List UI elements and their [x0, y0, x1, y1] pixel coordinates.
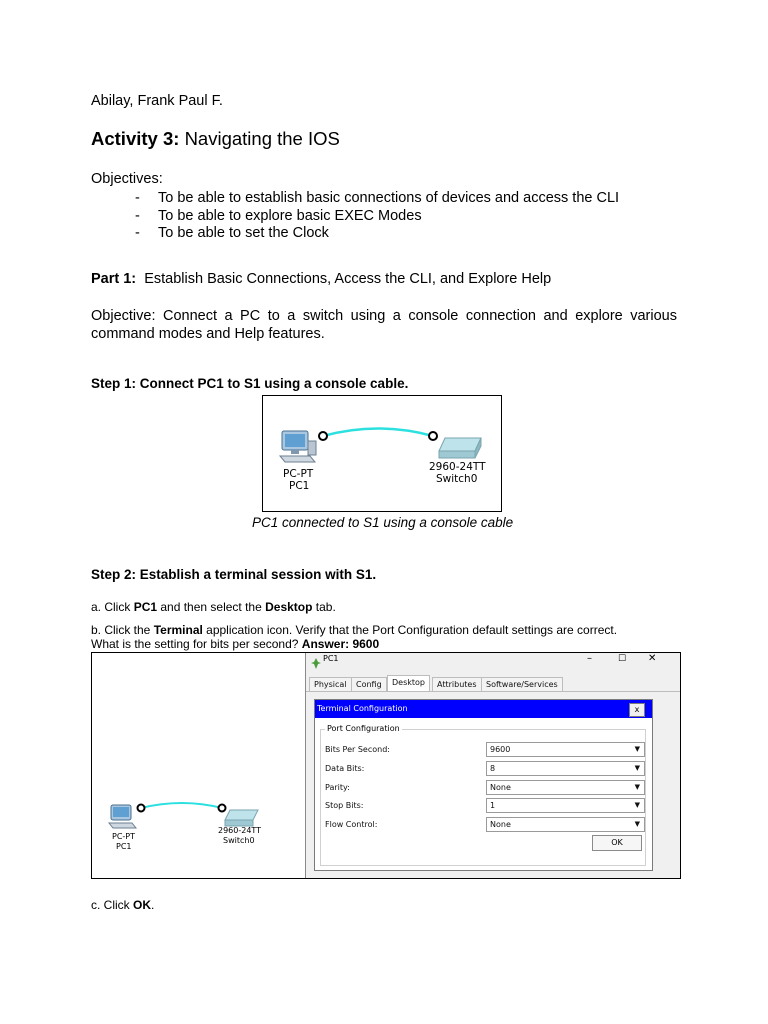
objective-item: - To be able to explore basic EXEC Modes	[135, 207, 422, 224]
dialog-title: Terminal Configuration	[317, 704, 408, 713]
switch-model-label: 2960-24TT	[429, 461, 486, 473]
port-config-label: Port Configuration	[327, 724, 400, 733]
topology-diagram-small	[92, 653, 305, 878]
parity-select[interactable]: None ▼	[486, 780, 645, 795]
bits-per-second-label: Bits Per Second:	[325, 745, 390, 754]
objectives-list	[135, 190, 619, 243]
chevron-down-icon: ▼	[634, 764, 640, 772]
tab-config[interactable]: Config	[351, 677, 387, 692]
objective-item: - To be able to set the Clock	[135, 225, 329, 241]
activity-title	[91, 128, 340, 150]
stop-bits-select[interactable]: 1 ▼	[486, 798, 645, 813]
switch-name-label: Switch0	[223, 836, 255, 845]
switch-icon[interactable]	[225, 810, 258, 826]
pc-name-label: PC1	[289, 480, 310, 492]
activity-label: Activity 3:	[91, 128, 180, 149]
tab-software-services[interactable]: Software/Services	[481, 677, 563, 692]
tab-divider	[306, 691, 681, 692]
chevron-down-icon: ▼	[634, 801, 640, 809]
minimize-icon[interactable]: –	[587, 653, 592, 664]
close-icon[interactable]: ✕	[648, 653, 657, 664]
switch-icon[interactable]	[439, 438, 481, 458]
part1-label: Part 1:	[91, 271, 137, 287]
chevron-down-icon: ▼	[634, 820, 640, 828]
bits-answer: Answer: 9600	[301, 637, 380, 651]
data-bits-label: Data Bits:	[325, 764, 365, 773]
ok-button[interactable]: OK	[592, 835, 642, 851]
switch-port-indicator	[219, 805, 226, 812]
desktop-term: Desktop	[265, 600, 313, 614]
terminal-term: Terminal	[153, 623, 203, 637]
switch-model-label: 2960-24TT	[218, 826, 262, 835]
parity-label: Parity:	[325, 783, 350, 792]
window-title: PC1	[323, 654, 339, 663]
pc1-term: PC1	[133, 600, 158, 614]
pc-port-indicator	[138, 805, 145, 812]
pc-icon[interactable]	[280, 431, 316, 462]
figure1-caption: PC1 connected to S1 using a console cable	[252, 515, 514, 530]
data-bits-select[interactable]: 8 ▼	[486, 761, 645, 776]
step2-b: b. Click the Terminal application icon. Verify that the Port Configuration default settings are correct. What is the setting for bits per second? Answer: 9600	[91, 623, 618, 651]
tab-desktop[interactable]: Desktop	[387, 675, 430, 692]
step2-heading: Step 2: Establish a terminal session with S1.	[91, 567, 377, 582]
console-cable	[141, 803, 222, 808]
dialog-close-button[interactable]: x	[629, 703, 645, 717]
flow-control-select[interactable]: None ▼	[486, 817, 645, 832]
pc-icon[interactable]	[109, 805, 136, 828]
topology-diagram	[263, 396, 501, 511]
switch-port-indicator	[429, 432, 437, 440]
flow-control-label: Flow Control:	[325, 820, 378, 829]
dialog-titlebar	[315, 700, 652, 718]
chevron-down-icon: ▼	[634, 745, 640, 753]
app-logo-icon	[311, 654, 319, 664]
part1-title: Establish Basic Connections, Access the CLI, and Explore Help	[144, 271, 552, 287]
pc-model-label: PC-PT	[112, 832, 136, 841]
switch-name-label: Switch0	[436, 473, 478, 485]
topology-figure-1	[262, 395, 502, 512]
maximize-icon[interactable]: ☐	[618, 654, 627, 664]
console-cable	[323, 429, 433, 437]
activity-name: Navigating the IOS	[184, 128, 340, 149]
objective-item: - To be able to establish basic connections of devices and access the CLI	[135, 190, 620, 206]
tab-physical[interactable]: Physical	[309, 677, 352, 692]
terminal-config-figure	[91, 652, 681, 879]
bits-per-second-select[interactable]: 9600 ▼	[486, 742, 645, 757]
chevron-down-icon: ▼	[634, 783, 640, 791]
ok-term: OK	[133, 898, 151, 912]
tab-attributes[interactable]: Attributes	[432, 677, 482, 692]
objectives-heading: Objectives:	[91, 171, 163, 187]
part1-heading	[91, 271, 551, 287]
pc-port-indicator	[319, 432, 327, 440]
step2-a: a. Click PC1 and then select the Desktop tab.	[91, 600, 336, 614]
part1-objective: Objective: Connect a PC to a switch using a console connection and explore various command modes and Help features.	[91, 308, 677, 342]
pc-model-label: PC-PT	[283, 468, 314, 480]
stop-bits-label: Stop Bits:	[325, 801, 364, 810]
step2-c: c. Click OK.	[91, 898, 155, 912]
author-name: Abilay, Frank Paul F.	[91, 93, 223, 109]
step1-heading: Step 1: Connect PC1 to S1 using a console cable.	[91, 376, 409, 391]
pc1-window	[305, 653, 681, 878]
terminal-config-dialog	[314, 699, 653, 871]
pc-name-label: PC1	[116, 842, 132, 851]
